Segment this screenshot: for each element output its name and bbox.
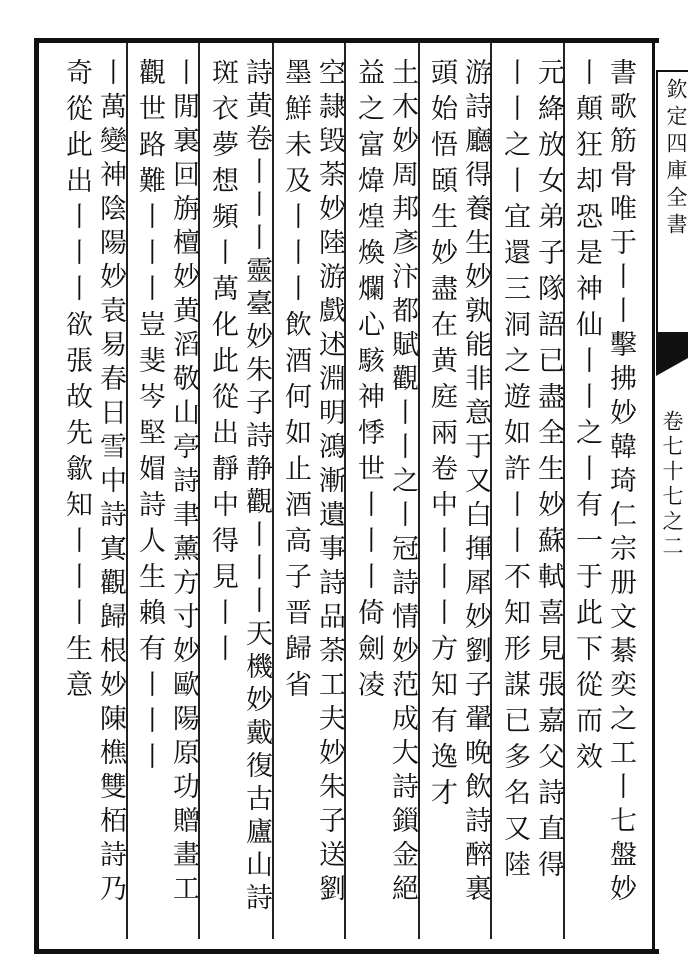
text-column-7: 土木妙周邦彥汴都賦觀丨丨之丨冠詩情妙范成大詩鎻金絕	[387, 58, 418, 908]
text-column-3: 元絳放女弟子隊語已盡全生妙蘇軾喜見張嘉父詩直得	[533, 58, 564, 886]
book-title-box	[656, 70, 688, 340]
text-column-16: 奇從此出丨丨丨欲張故先歙知丨丨丨生意	[61, 58, 92, 706]
text-column-10: 墨鮮未及丨丨丨飲酒何如止酒高子晋歸省	[280, 58, 311, 706]
text-column-9: 空隷毁荼妙陸游戲述淵明鴻漸遺事詩品荼工夫妙朱子送劉	[314, 58, 345, 908]
page-border-right	[652, 38, 655, 954]
book-title: 欽定四庫全書	[664, 78, 688, 240]
text-column-12: 斑衣夢想頻丨萬化此從出靜中得見丨丨	[207, 58, 238, 670]
text-column-6: 頭始悟頣生妙盡在黄庭兩卷中丨丨丨方知有逸才	[426, 58, 457, 814]
text-column-1: 書歌筋骨唯于丨丨擊拂妙韓琦仁宗册文綦奕之工丨七盤妙	[605, 58, 636, 908]
margin-column	[656, 70, 688, 930]
text-column-8: 益之富煒煌煥爛心駭神悸世丨丨丨倚劍凌	[353, 58, 384, 706]
fishtail-mark	[656, 332, 688, 358]
text-column-4: 丨丨之丨宜還三洞之遊如許丨丨不知形謀已多名又陸	[499, 58, 530, 886]
text-column-11: 詩黄卷丨丨丨靈臺妙朱子詩静觀丨丨丨天機妙戴復古廬山詩	[241, 58, 272, 916]
text-column-5: 游詩廳得養生妙孰能非意于又白揮犀妙劉子翬晚飲詩醉裏	[460, 58, 491, 908]
text-column-13: 丨閒裏回旃檀妙黄滔敬山亭詩聿薰方寸妙歐陽原功贈畫工	[168, 58, 199, 908]
fishtail-tail	[656, 358, 688, 376]
text-column-2: 丨顛狂却恐是神仙丨丨之丨有一于此下從而效	[571, 58, 602, 778]
text-column-14: 觀世路難丨丨丨豈斐岑堅媢詩人生賴有丨丨丨	[134, 58, 165, 778]
volume-label: 卷七十七之二	[660, 410, 684, 560]
text-column-15: 丨萬變神陰陽妙袁易春日雪中詩寘觀歸根妙陳樵雙栢詩乃	[95, 58, 126, 908]
